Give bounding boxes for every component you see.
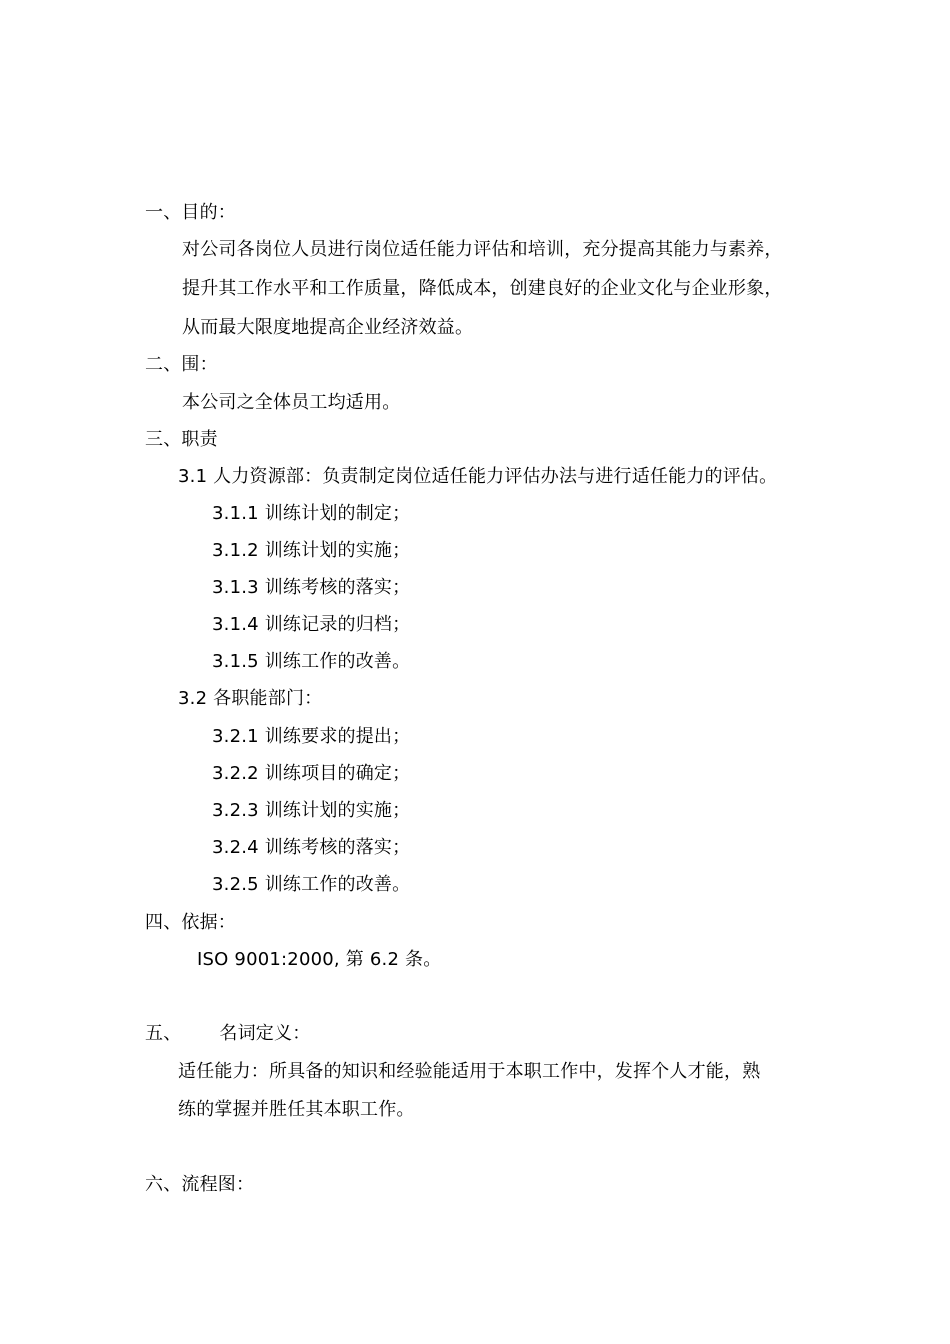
- definitions-heading-text: 名词定义：: [219, 1023, 311, 1044]
- duties-hr-item-3: 3.1.3 训练考核的落实；: [212, 577, 411, 598]
- purpose-line-1: 对公司各岗位人员进行岗位适任能力评估和培训，充分提高其能力与素养，: [182, 239, 783, 260]
- section-duties-heading: 三、职责: [145, 429, 218, 450]
- duties-depts-item-1: 3.2.1 训练要求的提出；: [212, 726, 411, 747]
- section-purpose-heading: 一、目的：: [145, 202, 236, 223]
- section-scope-heading: 二、围：: [145, 354, 218, 375]
- duties-hr-item-4: 3.1.4 训练记录的归档；: [212, 614, 411, 635]
- definitions-line-2: 练的掌握并胜任其本职工作。: [178, 1099, 415, 1120]
- scope-text: 本公司之全体员工均适用。: [182, 392, 401, 413]
- section-definitions-heading: [145, 1023, 310, 1045]
- duties-depts-item-2: 3.2.2 训练项目的确定；: [212, 763, 411, 784]
- duties-depts-item-4: 3.2.4 训练考核的落实；: [212, 837, 411, 858]
- duties-hr-item-2: 3.1.2 训练计划的实施；: [212, 540, 411, 561]
- purpose-line-3: 从而最大限度地提高企业经济效益。: [182, 317, 474, 338]
- duties-hr-item-1: 3.1.1 训练计划的制定；: [212, 503, 411, 524]
- duties-hr-item-5: 3.1.5 训练工作的改善。: [212, 651, 411, 672]
- definitions-heading-number: 五、: [145, 1023, 182, 1044]
- basis-text: ISO 9001:2000, 第 6.2 条。: [197, 949, 442, 970]
- duties-depts-item-3: 3.2.3 训练计划的实施；: [212, 800, 411, 821]
- definitions-line-1: 适任能力：所具备的知识和经验能适用于本职工作中，发挥个人才能，熟: [178, 1061, 761, 1082]
- section-basis-heading: 四、依据：: [145, 912, 236, 933]
- duties-depts-item-5: 3.2.5 训练工作的改善。: [212, 874, 411, 895]
- purpose-line-2: 提升其工作水平和工作质量，降低成本，创建良好的企业文化与企业形象，: [182, 278, 783, 299]
- duties-hr-title: 3.1 人力资源部：负责制定岗位适任能力评估办法与进行适任能力的评估。: [178, 466, 778, 487]
- duties-depts-title: 3.2 各职能部门：: [178, 688, 323, 709]
- section-flowchart-heading: 六、流程图：: [145, 1174, 255, 1195]
